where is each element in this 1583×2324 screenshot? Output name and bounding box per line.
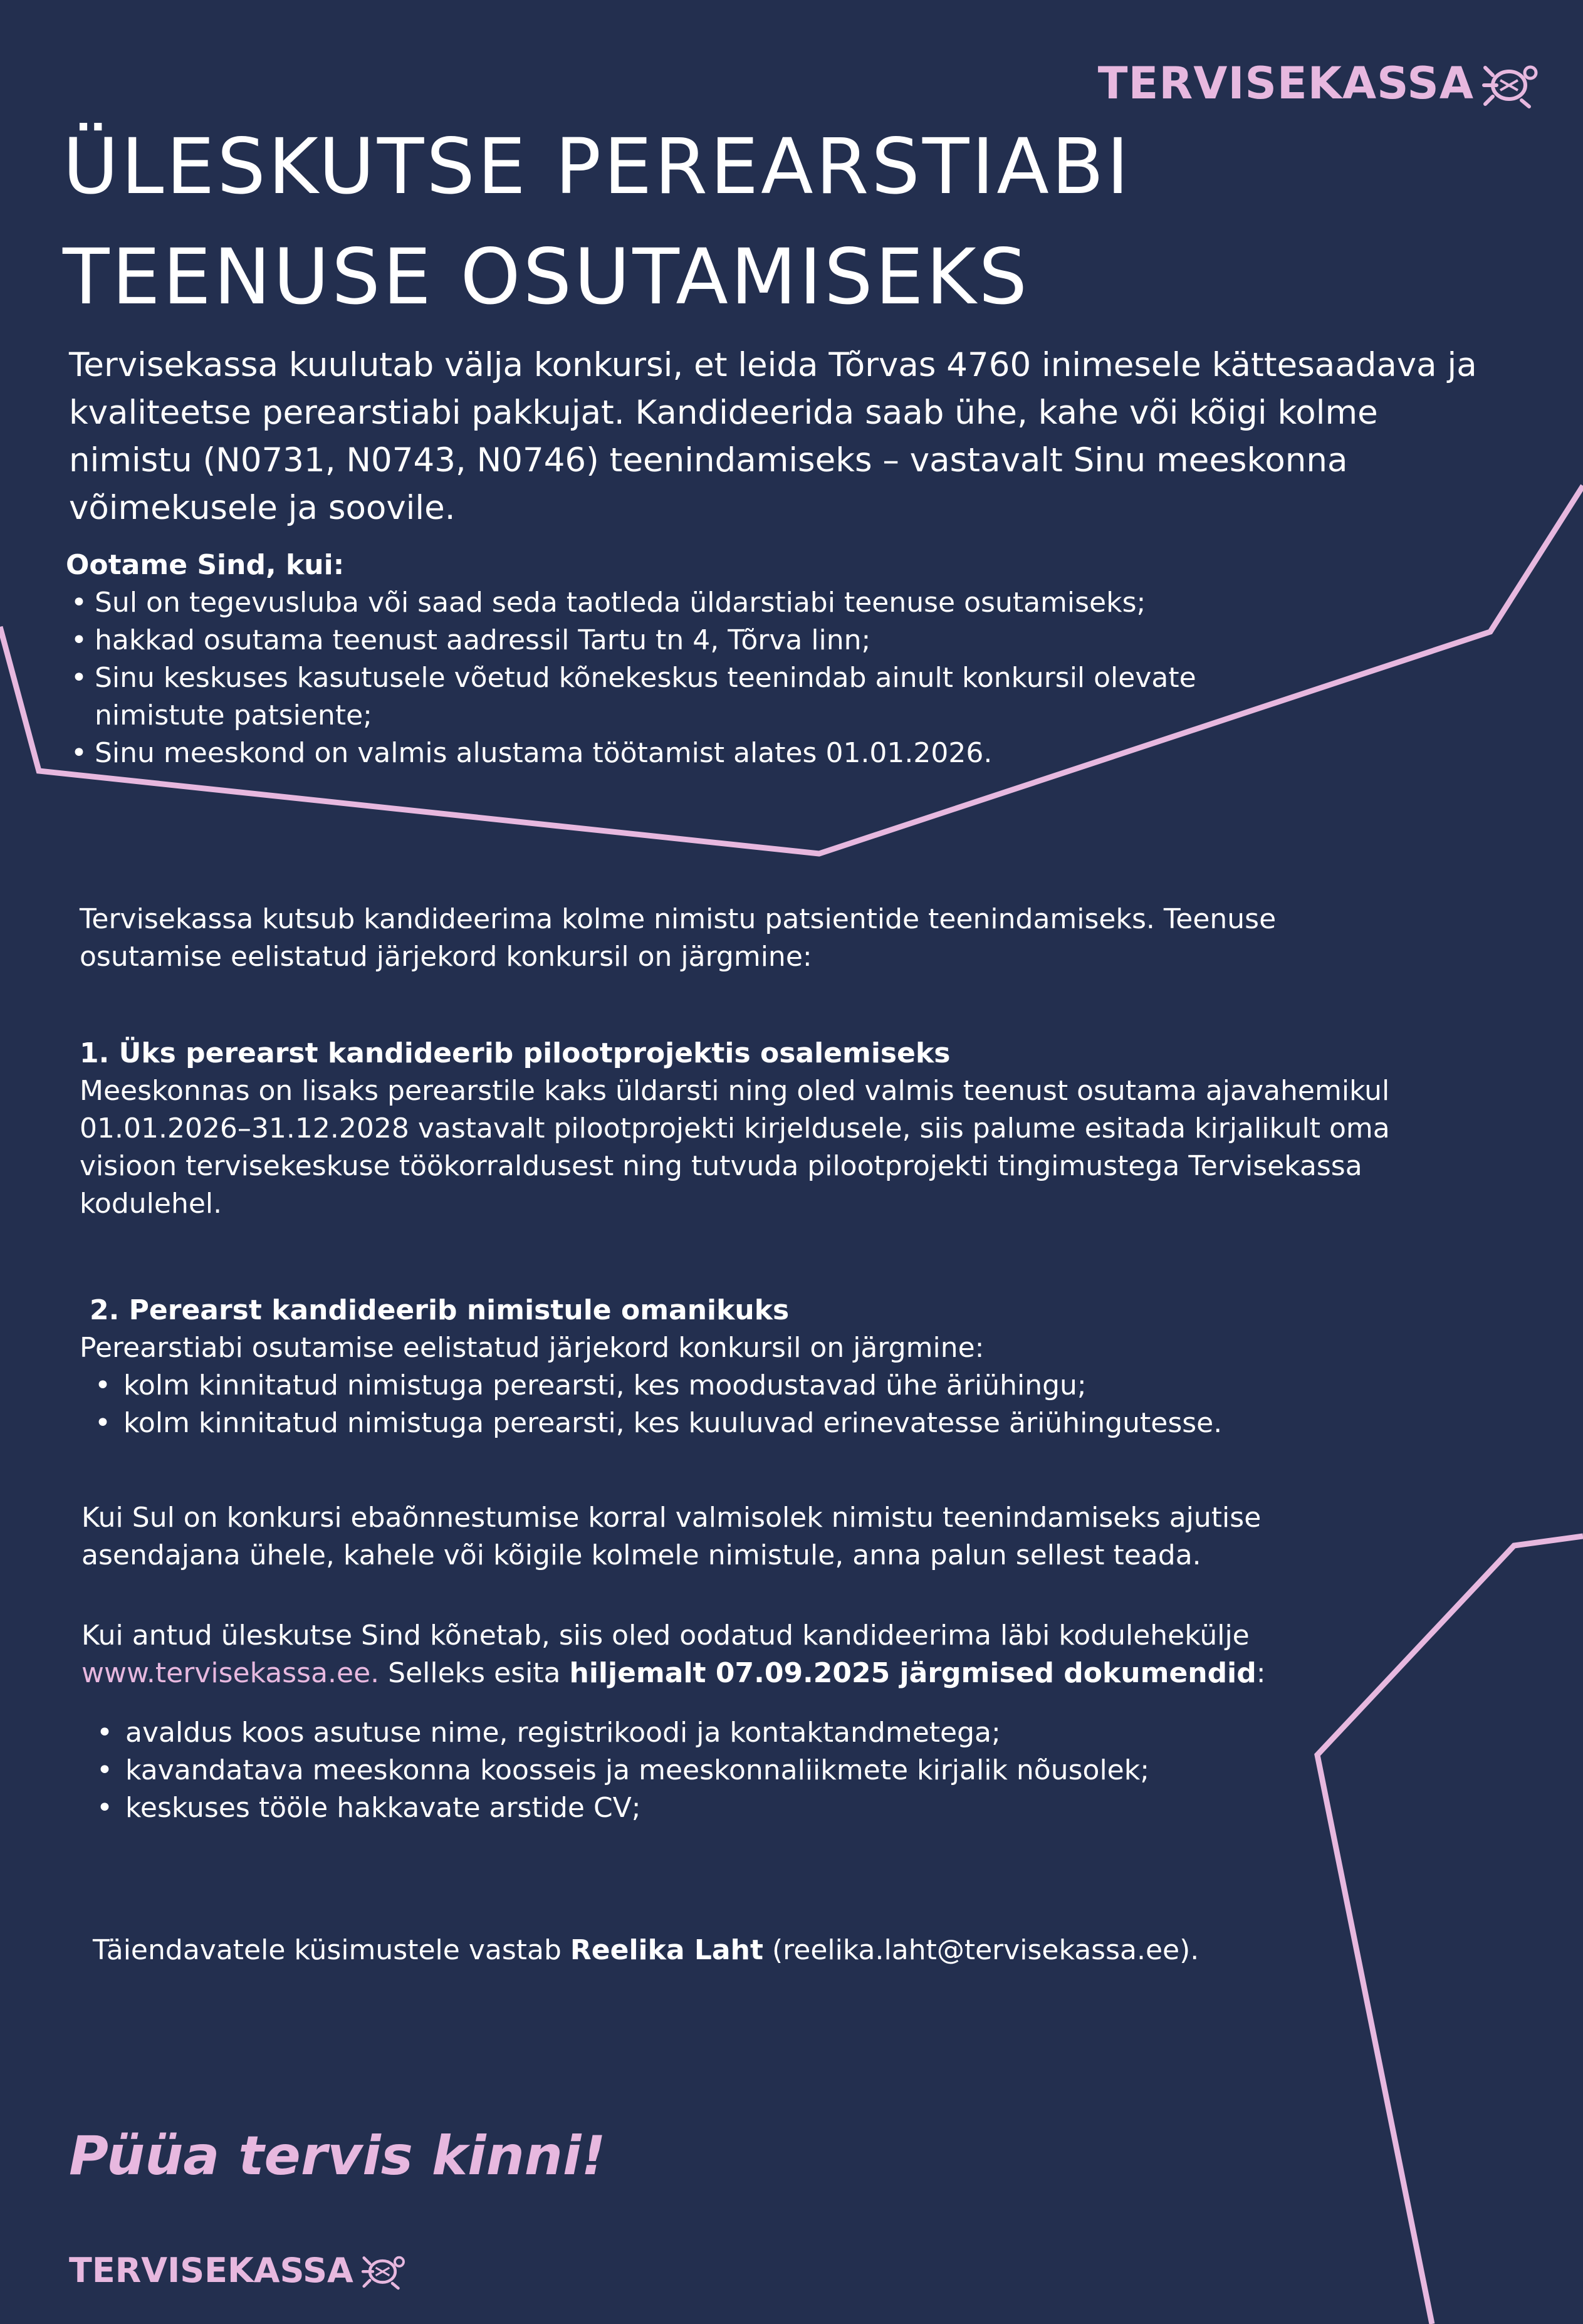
section-pilot-project	[80, 1035, 1427, 1223]
tervisekassa-logo-top[interactable]	[1098, 58, 1539, 109]
list-item: • hakkad osutama teenust aadressil Tartu tn 4, Tõrva linn;	[66, 622, 1382, 659]
list-item: • Sinu meeskond on valmis alustama töötamist alates 01.01.2026.	[66, 735, 1382, 772]
list-item: • kavandatava meeskonna koosseis ja meeskonnaliikmete kirjalik nõusolek;	[81, 1752, 1429, 1789]
section-list-owner	[80, 1292, 1427, 1442]
list-item: • avaldus koos asutuse nime, registrikoodi ja kontaktandmetega;	[81, 1714, 1429, 1752]
list-item: • keskuses tööle hakkavate arstide CV;	[81, 1789, 1429, 1827]
list-item: • Sinu keskuses kasutusele võetud kõnekeskus teenindab ainult konkursil olevate nimistute patsiente;	[66, 659, 1382, 735]
list-item: • kolm kinnitatud nimistuga perearsti, kes kuuluvad erinevatesse äriühingutesse.	[80, 1405, 1427, 1442]
section-1-heading: 1. Üks perearst kandideerib pilootprojektis osalemiseks	[80, 1037, 951, 1069]
apply-text-2: Selleks esita	[379, 1657, 570, 1689]
title-line-1: ÜLESKUTSE PEREARSTIABI	[63, 122, 1132, 211]
list-item: • Sul on tegevusluba või saad seda taotleda üldarstiabi teenuse osutamiseks;	[66, 584, 1382, 622]
section-2-text: Perearstiabi osutamise eelistatud järjekord konkursil on järgmine:	[80, 1332, 985, 1364]
page-title	[63, 112, 1131, 332]
logo-text: TERVISEKASSA	[1097, 58, 1474, 109]
apply-text-3: :	[1256, 1657, 1266, 1689]
contact-prefix: Täiendavatele küsimustele vastab	[93, 1934, 570, 1966]
intro-paragraph: Tervisekassa kuulutab välja konkursi, et leida Tõrvas 4760 inimesele kättesaadava ja kvaliteetse perearstiabi pakkujat. Kandideerida saab ühe, kahe või kõigi kolme nimistu (N0731, N0743, N0746) teenindamiseks – vastavalt Sinu meeskonna võimekusele ja soovile.	[69, 346, 1477, 527]
contact-email[interactable]: (reelika.laht@tervisekassa.ee).	[763, 1934, 1199, 1966]
website-link[interactable]: www.tervisekassa.ee.	[81, 1657, 380, 1689]
apply-text-1: Kui antud üleskutse Sind kõnetab, siis oled oodatud kandideerima läbi kodulehekülje	[81, 1620, 1250, 1651]
requirements-heading: Ootame Sind, kui:	[66, 549, 345, 581]
contact-paragraph	[93, 1932, 1440, 1969]
turtle-icon	[361, 2250, 406, 2290]
requirements-list	[66, 584, 1382, 772]
substitute-paragraph: Kui Sul on konkursi ebaõnnestumise korral valmisolek nimistu teenindamiseks ajutise asendajana ühele, kahele või kõigile kolmele nimistule, anna palun sellest teada.	[81, 1502, 1262, 1571]
apply-deadline: hiljemalt 07.09.2025 järgmised dokumendid	[569, 1657, 1256, 1689]
contact-name: Reelika Laht	[570, 1934, 763, 1966]
section-1-text: Meeskonnas on lisaks perearstile kaks üldarsti ning oled valmis teenust osutama ajavahemikul 01.01.2026–31.12.2028 vastavalt pilootprojekti kirjeldusele, siis palume esitada kirjalikult oma visioon tervisekeskuse töökorraldusest ning tutvuda pilootprojekti tingimustega Tervisekassa kodulehel.	[80, 1075, 1390, 1220]
apply-paragraph	[81, 1617, 1429, 1692]
requirements-block	[66, 547, 1382, 772]
slogan: Püüa tervis kinni!	[69, 2125, 606, 2187]
section-2-heading: 2. Perearst kandideerib nimistule omanikuks	[90, 1294, 790, 1326]
section-2-list	[80, 1367, 1427, 1442]
documents-list	[81, 1714, 1429, 1827]
tervisekassa-logo-bottom[interactable]	[69, 2250, 406, 2290]
logo-text: TERVISEKASSA	[69, 2250, 353, 2290]
title-line-2: TEENUSE OSUTAMISEKS	[63, 233, 1030, 322]
list-item: • kolm kinnitatud nimistuga perearsti, kes moodustavad ühe äriühingu;	[80, 1367, 1427, 1405]
documents-block	[81, 1714, 1429, 1827]
call-paragraph: Tervisekassa kutsub kandideerima kolme nimistu patsientide teenindamiseks. Teenuse osutamise eelistatud järjekord konkursil on järgmine:	[80, 903, 1277, 973]
turtle-icon	[1481, 58, 1539, 109]
